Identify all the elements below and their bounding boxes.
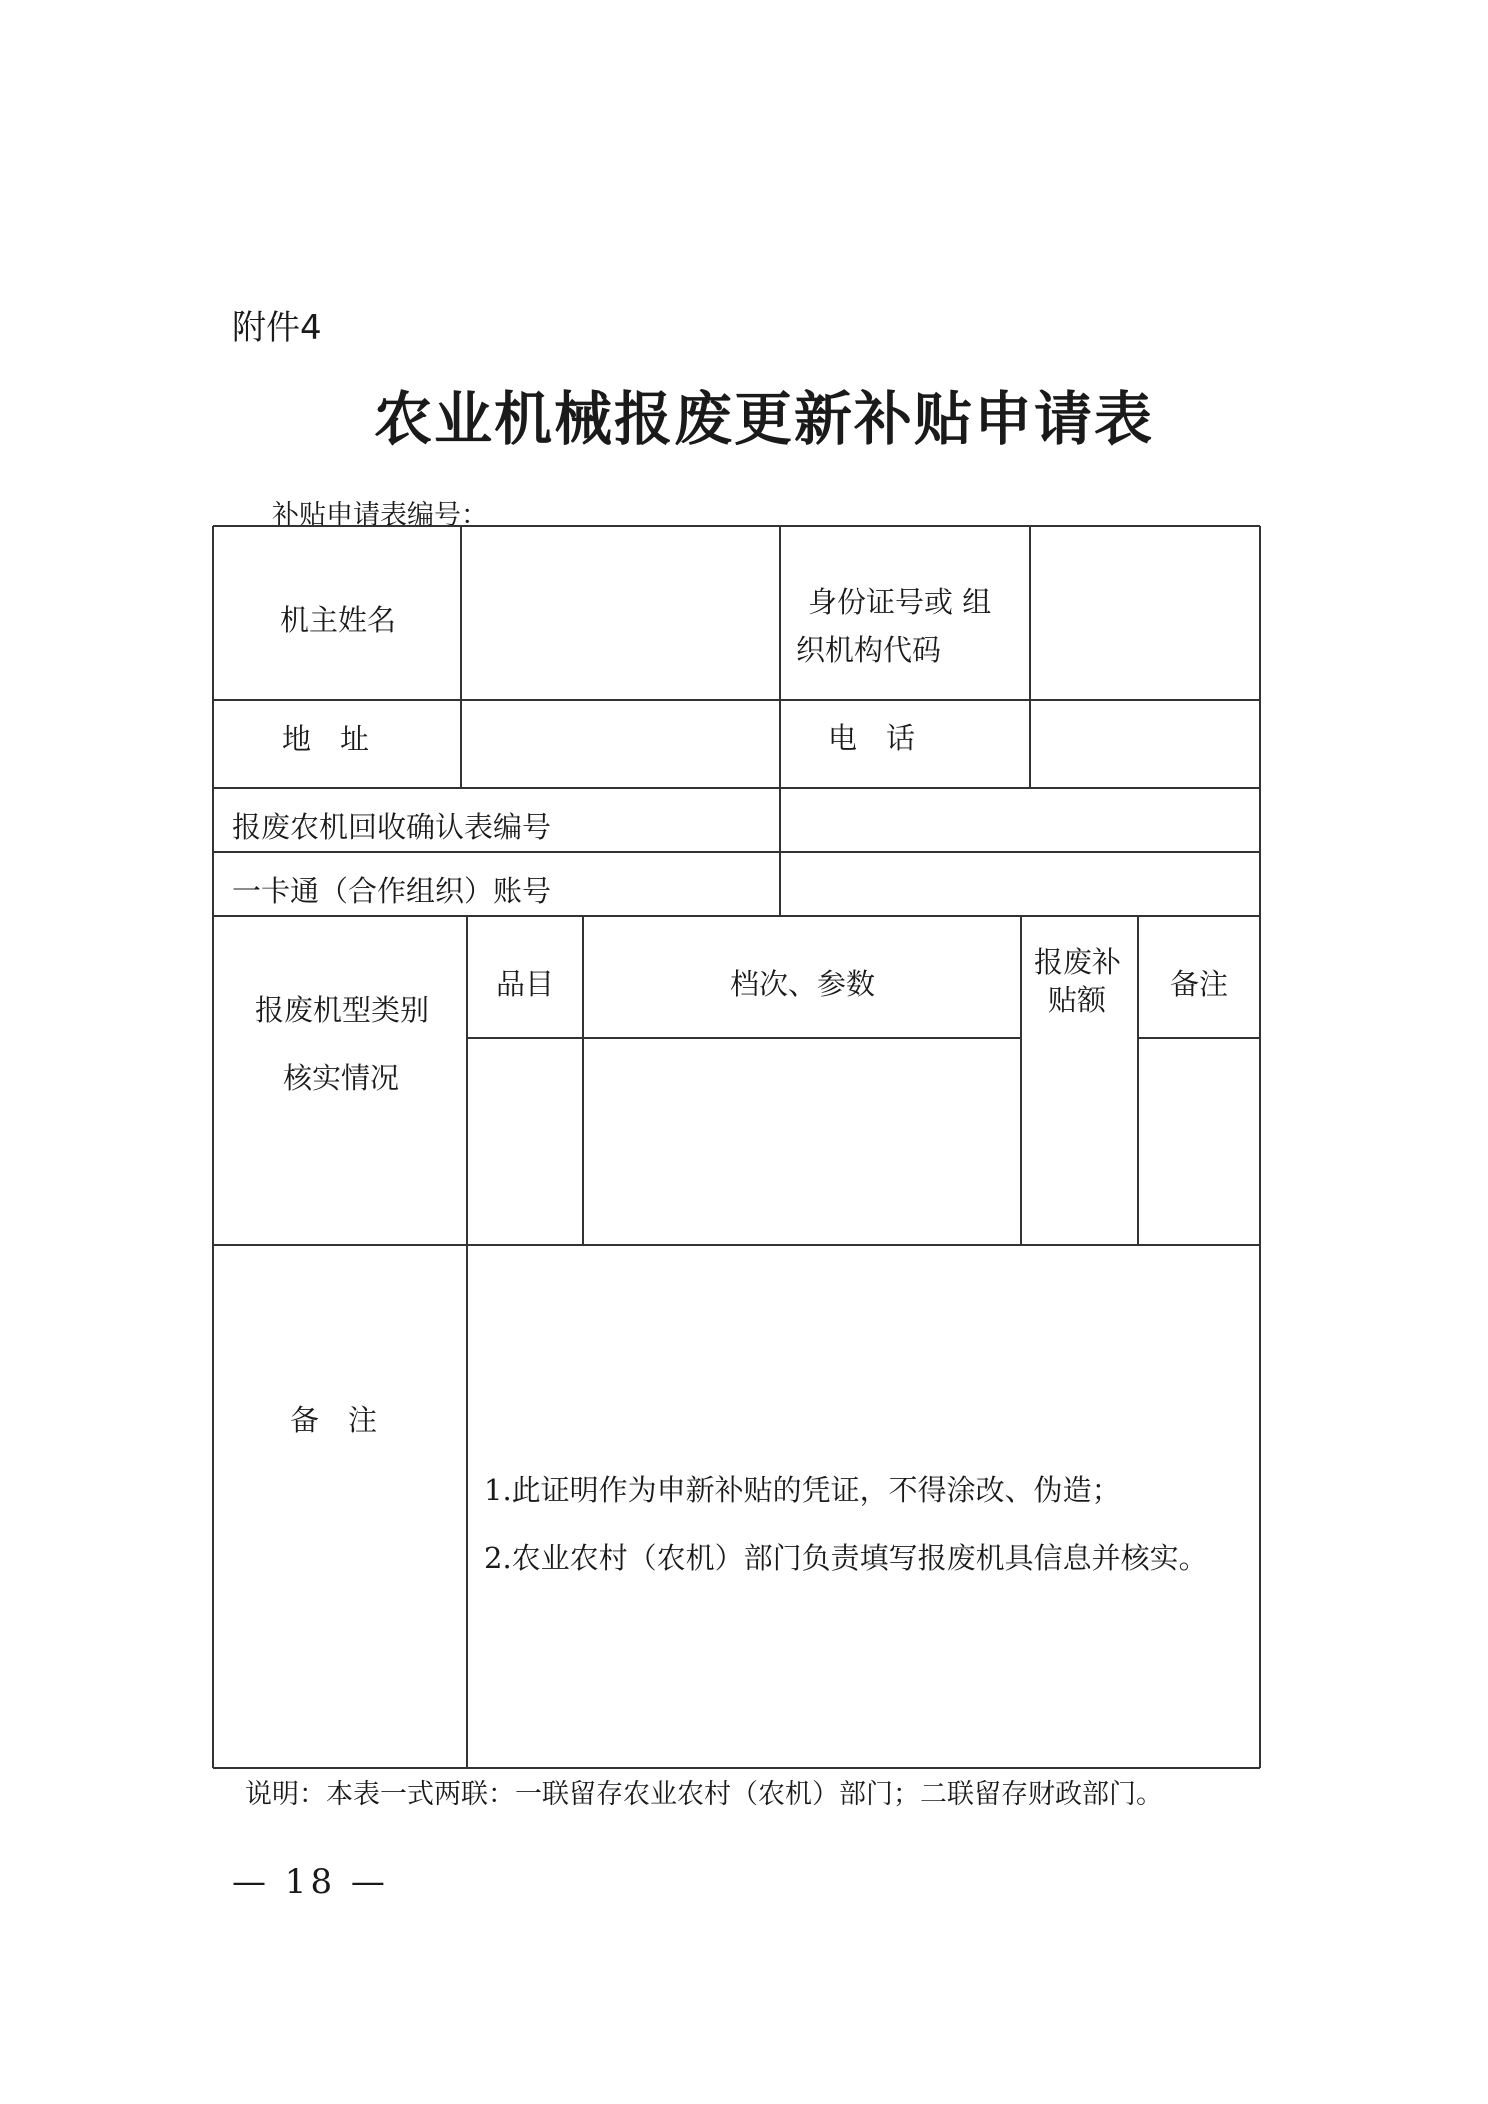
column-header-remark: 备注: [1170, 967, 1229, 1001]
column-header-subsidy-line1: 报废补: [1034, 945, 1122, 979]
footnote-explanation: 说明：本表一式两联：一联留存农业农村（农机）部门；二联留存财政部门。: [245, 1779, 1163, 1810]
category-label-line2: 核实情况: [283, 1061, 400, 1095]
attachment-label: 附件4: [232, 308, 322, 348]
address-label: 地 址: [282, 722, 370, 756]
category-label-line1: 报废机型类别: [255, 993, 430, 1027]
column-header-grade: 档次、参数: [730, 967, 876, 1001]
phone-label: 电 话: [828, 721, 916, 755]
account-label: 一卡通（合作组织）账号: [232, 874, 552, 908]
recycle-confirm-number-label: 报废农机回收确认表编号: [232, 810, 552, 844]
note-line-1: 1.此证明作为申新补贴的凭证，不得涂改、伪造；: [484, 1473, 1121, 1507]
id-number-label-line1: 身份证号或 组: [808, 585, 992, 619]
owner-name-label: 机主姓名: [280, 603, 397, 637]
column-header-item: 品目: [496, 967, 555, 1001]
note-line-2: 2.农业农村（农机）部门负责填写报废机具信息并核实。: [484, 1541, 1208, 1575]
page-title: 农业机械报废更新补贴申请表: [373, 385, 1154, 453]
form-number-label: 补贴申请表编号：: [272, 500, 488, 531]
column-header-subsidy-line2: 贴额: [1048, 983, 1107, 1017]
remarks-label: 备 注: [290, 1403, 378, 1437]
page-number: — 18 —: [232, 1862, 389, 1902]
id-number-label-line2: 织机构代码: [796, 633, 942, 667]
